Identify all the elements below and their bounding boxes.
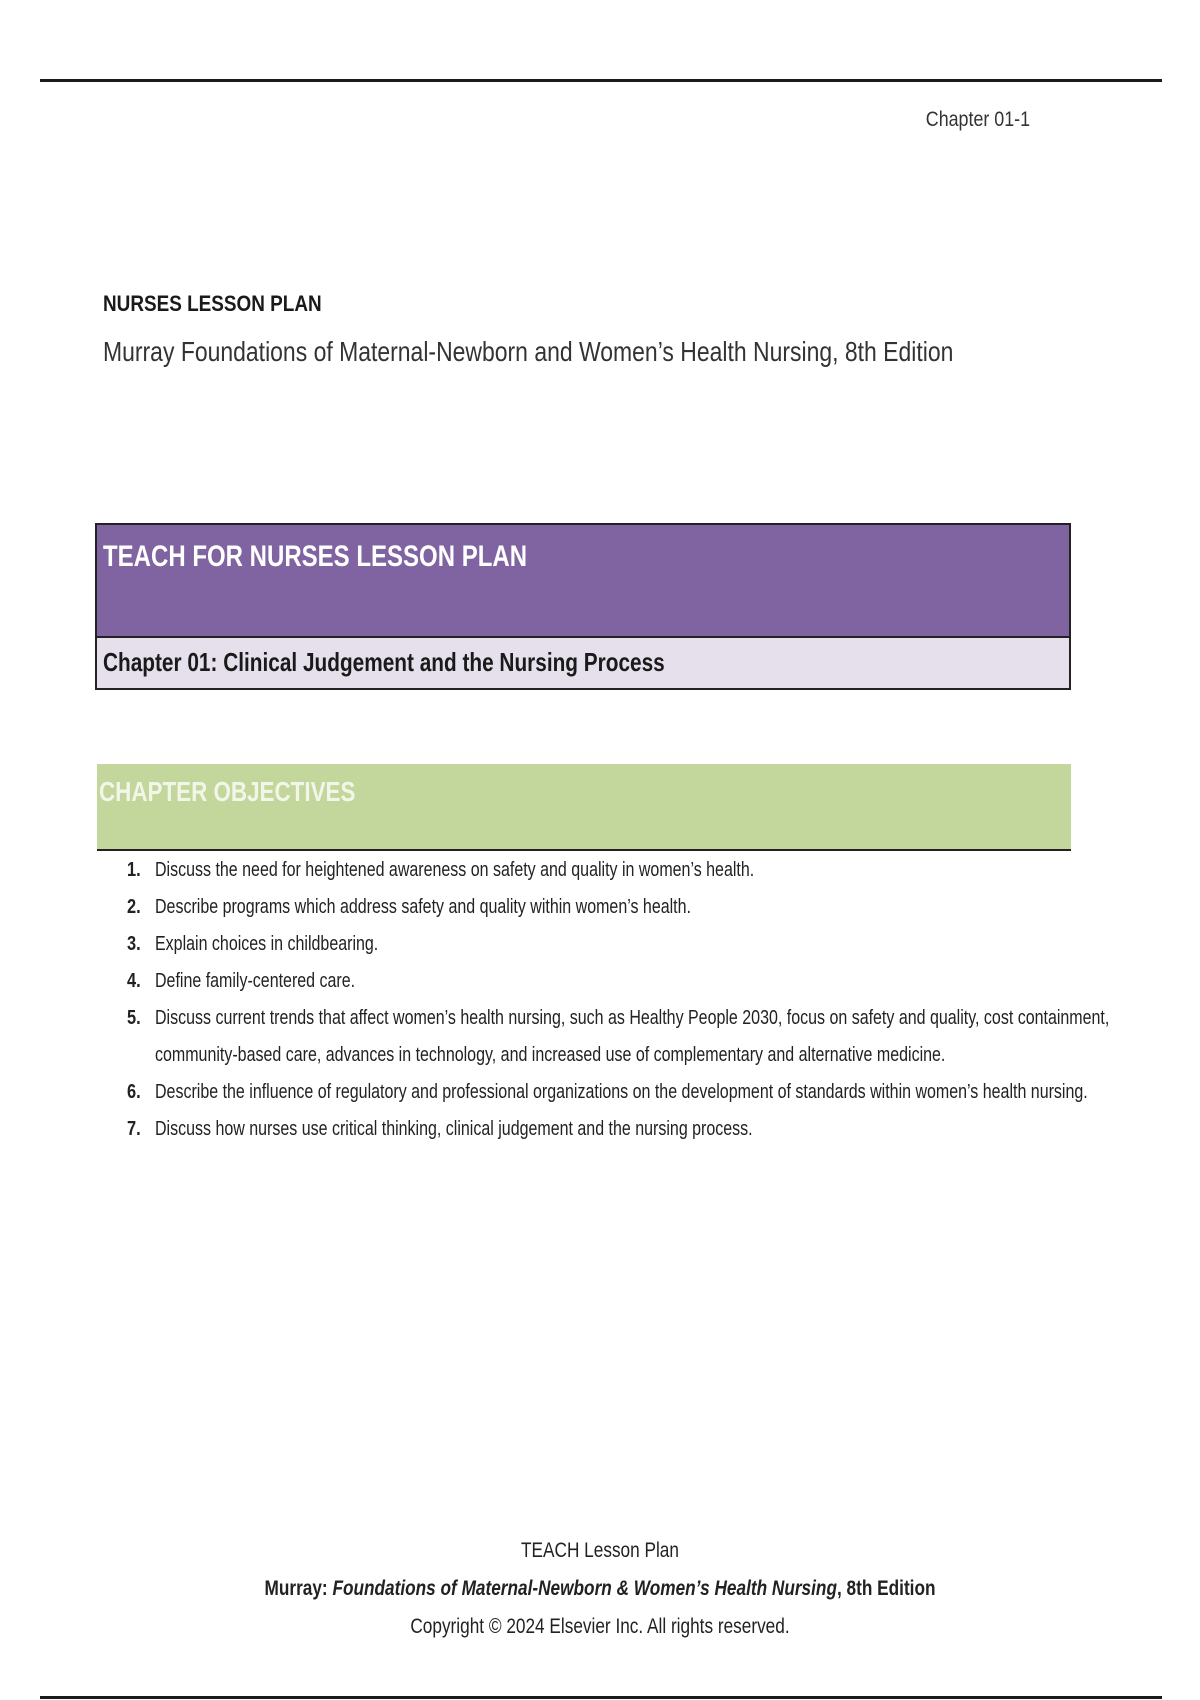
objective-text: Explain choices in childbearing. (155, 933, 379, 955)
objective-item (125, 1000, 1110, 1074)
chapter-objectives-header (97, 764, 1071, 851)
objective-text: Discuss how nurses use critical thinking, clinical judgement and the nursing process. (155, 1118, 753, 1140)
footer-copyright: Copyright © 2024 Elsevier Inc. All rights reserved. (410, 1615, 790, 1638)
objective-number: 3. (127, 933, 141, 955)
objective-text: Discuss the need for heightened awareness on safety and quality in women’s health. (155, 859, 755, 881)
footer-author: Murray: (264, 1577, 333, 1600)
objective-text: Define family-centered care. (155, 970, 356, 992)
objective-text-continued: community-based care, advances in technology, and increased use of complementary and alternative medicine. (155, 1044, 946, 1066)
document-label: NURSES LESSON PLAN (103, 291, 322, 316)
top-rule (40, 79, 1162, 82)
objective-text: Describe programs which address safety and quality within women’s health. (155, 896, 691, 918)
chapter-objectives-title: CHAPTER OBJECTIVES (99, 776, 356, 807)
page-number: Chapter 01-1 (925, 108, 1030, 131)
objective-number: 2. (127, 896, 141, 918)
page-footer (0, 1532, 1200, 1646)
document-title: Murray Foundations of Maternal-Newborn and Women’s Health Nursing, 8th Edition (103, 336, 954, 367)
footer-line-book (108, 1570, 1092, 1608)
objective-text: Discuss current trends that affect women’s health nursing, such as Healthy People 2030, focus on safety and quality, cost containment, (155, 1007, 1110, 1029)
objective-item (125, 1111, 1105, 1148)
objective-text: Describe the influence of regulatory and professional organizations on the development of standards within women’s health nursing. (155, 1081, 1088, 1103)
teach-header (97, 525, 1069, 638)
teach-lesson-plan-box (95, 523, 1071, 690)
objective-item (125, 852, 1105, 889)
footer-line-title: TEACH Lesson Plan (521, 1539, 679, 1562)
objective-item (125, 926, 1105, 963)
footer-book-title: Foundations of Maternal-Newborn & Women’s Health Nursing (332, 1577, 837, 1600)
objective-number: 1. (127, 859, 141, 881)
objective-item (125, 1074, 1105, 1111)
chapter-row (97, 638, 1069, 688)
teach-header-title: TEACH FOR NURSES LESSON PLAN (103, 540, 528, 573)
objective-number: 7. (127, 1118, 141, 1140)
objective-number: 4. (127, 970, 141, 992)
objective-item (125, 889, 1105, 926)
bottom-rule (40, 1696, 1162, 1699)
objective-number: 5. (127, 1007, 141, 1029)
footer-edition: , 8th Edition (836, 1577, 936, 1600)
objectives-list (125, 852, 1110, 1148)
objective-number: 6. (127, 1081, 141, 1103)
chapter-title: Chapter 01: Clinical Judgement and the Nursing Process (103, 647, 665, 677)
objective-item (125, 963, 1105, 1000)
